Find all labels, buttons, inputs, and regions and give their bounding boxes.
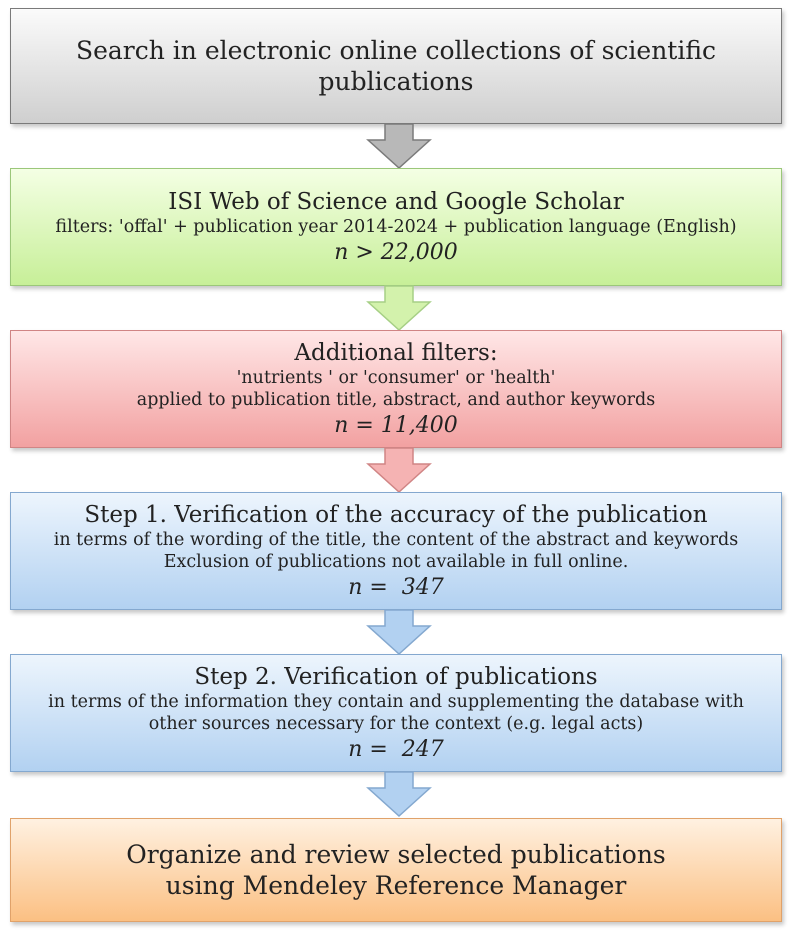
down-arrow-icon (368, 448, 430, 492)
step-2-box (10, 654, 782, 772)
search-line-2: publications (318, 67, 474, 96)
down-arrow-icon (368, 610, 430, 654)
step-2-title: Step 2. Verification of publications (194, 664, 598, 690)
additional-filters-terms: 'nutrients ' or 'consumer' or 'health' (236, 367, 556, 388)
step-1-detail-2: Exclusion of publications not available in full online. (163, 551, 629, 572)
search-line-1: Search in electronic online collections of scientific (75, 35, 717, 65)
databases-filters: filters: 'offal' + publication year 2014-2024 + publication language (English) (55, 216, 737, 237)
databases-title: ISI Web of Science and Google Scholar (168, 188, 624, 215)
step-1-box (10, 492, 782, 610)
organize-line-2: using Mendeley Reference Manager (165, 871, 627, 900)
step-1-title: Step 1. Verification of the accuracy of the publication (84, 502, 708, 528)
step-2-detail-2: other sources necessary for the context (e.g. legal acts) (148, 713, 644, 734)
step-databases-box (10, 168, 782, 286)
organize-line-1: Organize and review selected publications (126, 839, 666, 869)
databases-count: n > 22,000 (334, 239, 458, 265)
step-1-count: n = 347 (348, 574, 444, 600)
step-2-count: n = 247 (348, 736, 444, 762)
additional-filters-scope: applied to publication title, abstract, and author keywords (136, 389, 656, 410)
additional-filters-count: n = 11,400 (334, 412, 458, 438)
additional-filters-title: Additional filters: (294, 340, 498, 366)
step-1-detail-1: in terms of the wording of the title, the content of the abstract and keywords (53, 529, 739, 550)
step-organize-box (10, 818, 782, 922)
step-2-detail-1: in terms of the information they contain and supplementing the database with (48, 691, 744, 712)
step-search-box (10, 8, 782, 124)
step-additional-filters-box (10, 330, 782, 448)
down-arrow-icon (368, 286, 430, 330)
down-arrow-icon (368, 772, 430, 816)
down-arrow-icon (368, 124, 430, 168)
